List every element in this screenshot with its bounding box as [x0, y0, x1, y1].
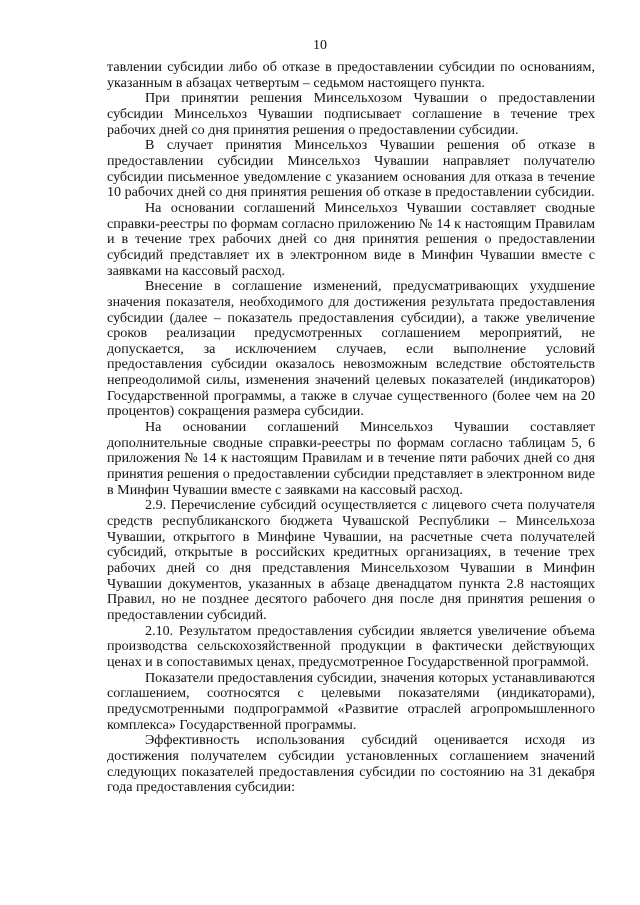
paragraph: Внесение в соглашение изменений, предусматривающих ухудшение значения показателя, необходимого для достижения результата предоставления субсидии (далее – показатель предоставления субсидии), а также увеличение сроков реализации предусмотренных соглашением мероприятий, не допускается, за исключением случаев, если выполнение условий предоставления субсидии оказалось невозможным вследствие обстоятельств непреодолимой силы, изменения значений целевых показателей (индикаторов) Государственной программы, а также в случае существенного (более чем на 20 процентов) сокращения размера субсидии. [107, 278, 595, 420]
document-body [107, 60, 595, 796]
page-number: 10 [313, 38, 327, 53]
paragraph: Эффективность использования субсидий оценивается исходя из достижения получателем субсидии установленных соглашением значений следующих показателей предоставления субсидии по состоянию на 31 декабря года предоставления субсидии: [107, 732, 595, 796]
paragraph: 2.9. Перечисление субсидий осуществляется с лицевого счета получателя средств республиканского бюджета Чувашской Республики – Минсельхоза Чувашии, открытого в Минфине Чувашии, на расчетные счета получателей субсидий, открытые в российских кредитных организациях, в течение трех рабочих дней со дня представления Минсельхозом Чувашии в Минфин Чувашии документов, указанных в абзаце двенадцатом пункта 2.8 настоящих Правил, но не позднее десятого рабочего дня после дня принятия решения о предоставлении субсидий. [107, 497, 595, 623]
paragraph: На основании соглашений Минсельхоз Чувашии составляет дополнительные сводные справки-реестры по формам согласно таблицам 5, 6 приложения № 14 к настоящим Правилам и в течение пяти рабочих дней со дня принятия решения о предоставлении субсидии представляет в электронном виде в Минфин Чувашии вместе с заявками на кассовый расход. [107, 419, 595, 498]
paragraph: На основании соглашений Минсельхоз Чувашии составляет сводные справки-реестры по формам согласно приложению № 14 к настоящим Правилам и в течение трех рабочих дней со дня принятия решения о предоставлении субсидий представляет их в электронном виде в Минфин Чувашии вместе с заявками на кассовый расход. [107, 199, 595, 279]
paragraph: тавлении субсидии либо об отказе в предоставлении субсидии по основаниям, указанным в абзацах четвертым – седьмом настоящего пункта. [107, 59, 595, 91]
paragraph: Показатели предоставления субсидии, значения которых устанавливаются соглашением, соотносятся с целевыми показателями (индикаторами), предусмотренными подпрограммой «Развитие отраслей агропромышленного комплекса» Государственной программы. [107, 669, 595, 733]
paragraph: 2.10. Результатом предоставления субсидии является увеличение объема производства сельскохозяйственной продукции в фактически действующих ценах и в сопоставимых ценах, предусмотренное Государственной программой. [107, 622, 595, 670]
paragraph: В случает принятия Минсельхоз Чувашии решения об отказе в предоставлении субсидии Минсельхоз Чувашии направляет получателю субсидии письменное уведомление с указанием основания для отказа в течение 10 рабочих дней со дня принятия решения об отказе в предоставлении субсидии. [107, 137, 595, 201]
paragraph: При принятии решения Минсельхозом Чувашии о предоставлении субсидии Минсельхоз Чувашии подписывает соглашение в течение трех рабочих дней со дня принятия решения о предоставлении субсидии. [107, 90, 595, 138]
